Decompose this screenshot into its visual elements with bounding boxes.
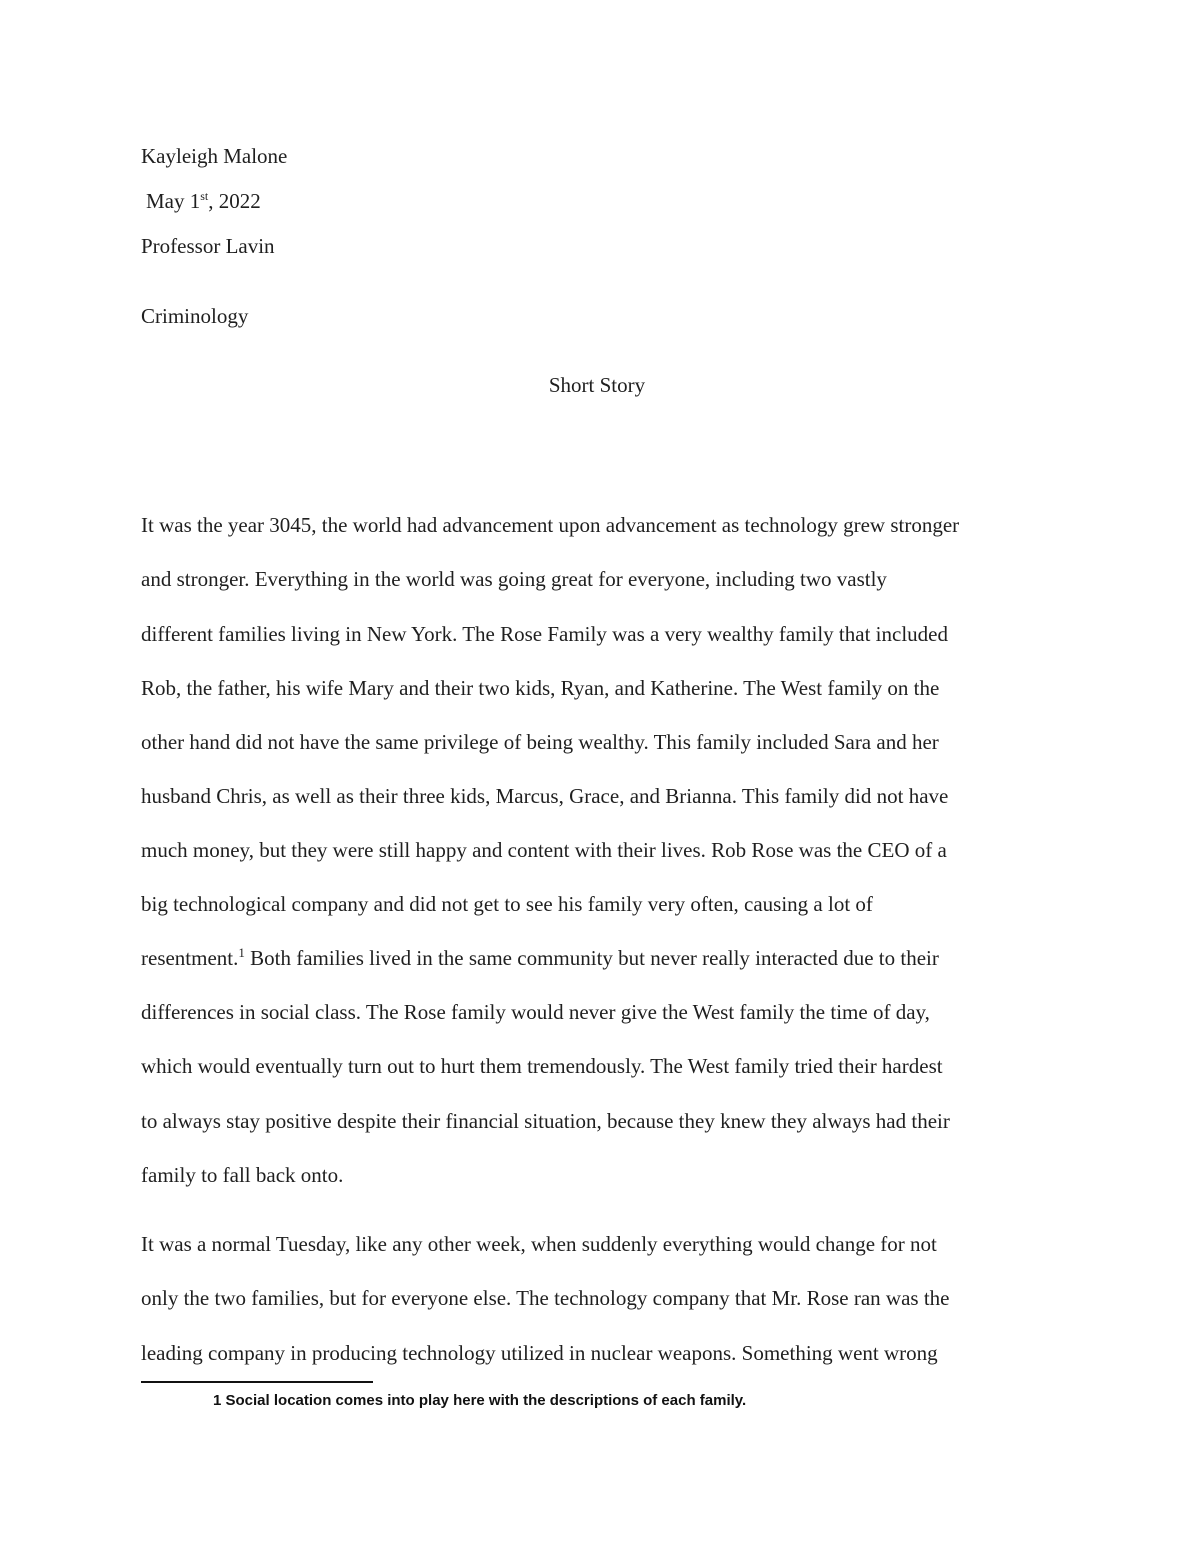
paragraph1-line-3: different families living in New York. The Rose Family was a very wealthy family that included [141, 622, 948, 646]
paragraph2-line-3: leading company in producing technology utilized in nuclear weapons. Something went wrong [141, 1341, 938, 1365]
course-name: Criminology [141, 304, 249, 328]
footnote-text: 1 Social location comes into play here with the descriptions of each family. [213, 1392, 747, 1409]
paragraph2-line-1: It was a normal Tuesday, like any other week, when suddenly everything would change for not [141, 1232, 937, 1256]
date-superscript: st [200, 189, 209, 203]
paragraph1-line-8: big technological company and did not get to see his family very often, causing a lot of [141, 892, 873, 916]
footnote-reference[interactable]: 1 [238, 945, 245, 960]
line9-before-footnote: resentment. [141, 946, 239, 970]
date [146, 187, 261, 215]
paragraph1-line-4: Rob, the father, his wife Mary and their two kids, Ryan, and Katherine. The West family on the [141, 676, 940, 700]
paragraph1-line-13: family to fall back onto. [141, 1163, 344, 1187]
paragraph1-line-1: It was the year 3045, the world had advancement upon advancement as technology grew stronger [141, 513, 960, 537]
paragraph1-line-10: differences in social class. The Rose family would never give the West family the time of day, [141, 1000, 930, 1024]
paragraph1-line-2: and stronger. Everything in the world was going great for everyone, including two vastly [141, 567, 887, 591]
line9-after-footnote: Both families lived in the same community but never really interacted due to their [244, 946, 939, 970]
paragraph1-line-7: much money, but they were still happy and content with their lives. Rob Rose was the CEO of a [141, 838, 947, 862]
footnote-separator [141, 1381, 373, 1383]
paragraph2-line-2: only the two families, but for everyone else. The technology company that Mr. Rose ran was the [141, 1286, 950, 1310]
paragraph1-line-11: which would eventually turn out to hurt them tremendously. The West family tried their hardest [141, 1054, 943, 1078]
date-suffix: , 2022 [208, 189, 261, 213]
author-name: Kayleigh Malone [141, 144, 288, 168]
page-title: Short Story [548, 373, 646, 397]
paragraph1-line-5: other hand did not have the same privilege of being wealthy. This family included Sara and her [141, 730, 939, 754]
paragraph1-line-6: husband Chris, as well as their three kids, Marcus, Grace, and Brianna. This family did not have [141, 784, 949, 808]
date-prefix: May 1 [146, 189, 201, 213]
paragraph1-line-12: to always stay positive despite their financial situation, because they knew they always had their [141, 1109, 950, 1133]
paragraph1-line-9 [141, 944, 939, 972]
professor-name: Professor Lavin [141, 234, 275, 258]
